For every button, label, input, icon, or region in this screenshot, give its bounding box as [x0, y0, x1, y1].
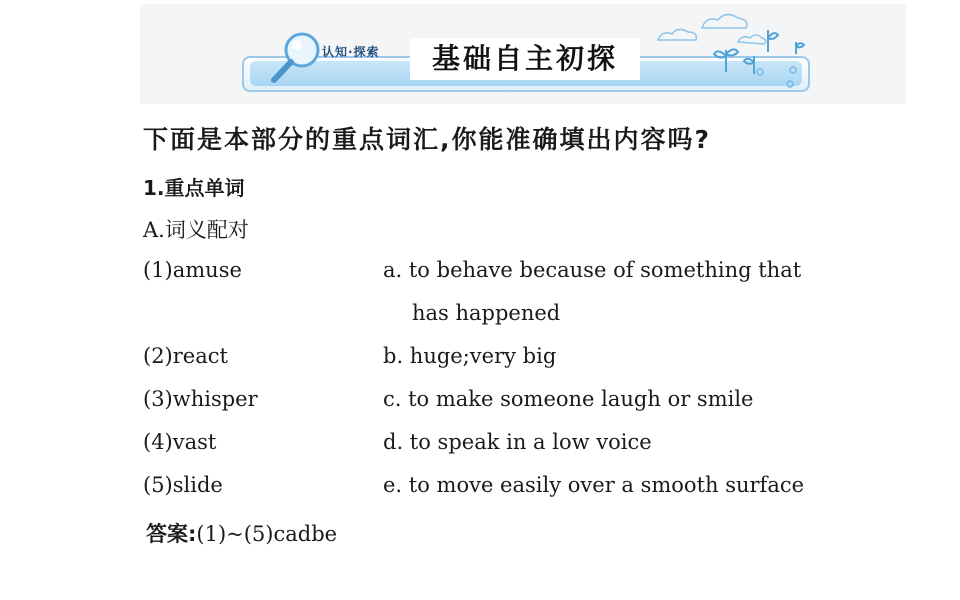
definition-a: a. to behave because of something that — [383, 258, 802, 282]
answer-value: (1)~(5)cadbe — [196, 522, 338, 546]
term-3: (3)whisper — [143, 387, 258, 411]
cloud-sprout-decoration — [650, 8, 820, 90]
definition-a-continued: has happened — [412, 301, 561, 325]
section-tag: 认知·探索 — [322, 45, 380, 59]
term-5: (5)slide — [143, 473, 223, 497]
definition-d: d. to speak in a low voice — [383, 430, 652, 454]
subsection-title: A.词义配对 — [143, 218, 249, 242]
question-prompt: 下面是本部分的重点词汇,你能准确填出内容吗? — [143, 125, 712, 154]
definition-e: e. to move easily over a smooth surface — [383, 473, 805, 497]
term-4: (4)vast — [143, 430, 217, 454]
term-1: (1)amuse — [143, 258, 242, 282]
page-title: 基础自主初探 — [410, 38, 640, 80]
section-title: 1.重点单词 — [143, 176, 245, 200]
term-2: (2)react — [143, 344, 228, 368]
definition-c: c. to make someone laugh or smile — [383, 387, 754, 411]
answer-label: 答案: — [146, 522, 197, 546]
magnifier-icon — [266, 28, 326, 88]
answer-line — [146, 518, 337, 548]
definition-b: b. huge;very big — [383, 344, 557, 368]
